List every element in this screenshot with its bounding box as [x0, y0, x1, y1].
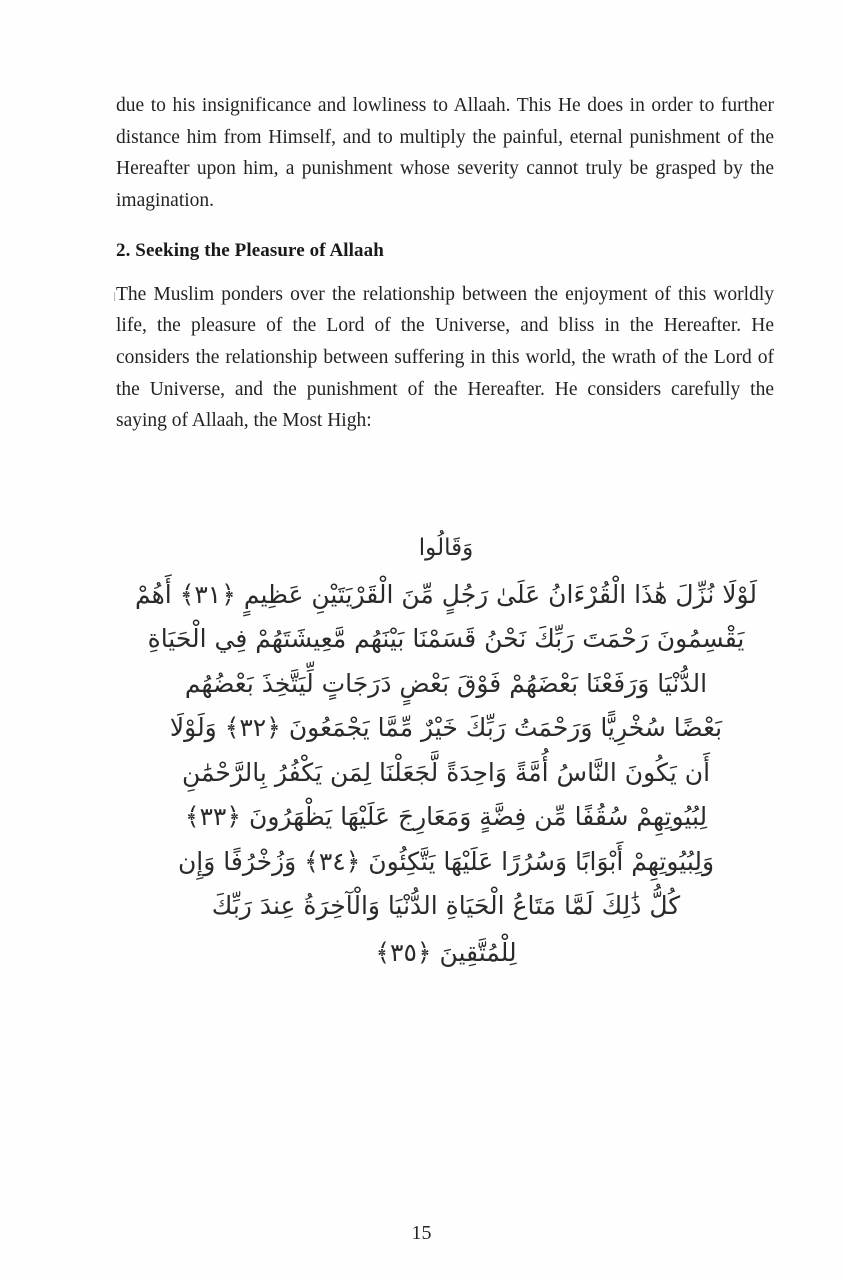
- quran-line: لِبُيُوتِهِمْ سُقُفًا مِّن فِضَّةٍ وَمَعَارِجَ عَلَيْهَا يَظْهَرُونَ ﴿٣٣﴾: [184, 802, 708, 832]
- quran-line: أَن يَكُونَ النَّاسُ أُمَّةً وَاحِدَةً لَّجَعَلْنَا لِمَن يَكْفُرُ بِالرَّحْمَٰنِ: [181, 757, 711, 787]
- quran-line: وَقَالُوا: [418, 535, 474, 561]
- quran-line: لِلْمُتَّقِينَ ﴿٣٥﴾: [375, 937, 517, 967]
- paragraph-continuation: due to his insignificance and lowliness to Allaah. This He does in order to further distance him from Himself, and to multiply the painful, eternal punishment of the Hereafter upon him, a punishment whose severity cannot truly be grasped by the imagination.: [116, 95, 774, 211]
- page-content: [116, 90, 774, 437]
- quran-line: يَقْسِمُونَ رَحْمَتَ رَبِّكَ نَحْنُ قَسَمْنَا بَيْنَهُم مَّعِيشَتَهُمْ فِي الْحَيَاةِ: [147, 624, 745, 654]
- quran-line: كُلُّ ذَٰلِكَ لَمَّا مَتَاعُ الْحَيَاةِ الدُّنْيَا وَالْآخِرَةُ عِندَ رَبِّكَ: [211, 891, 681, 921]
- quran-line: لَوْلَا نُزِّلَ هَٰذَا الْقُرْءَانُ عَلَىٰ رَجُلٍ مِّنَ الْقَرْيَتَيْنِ عَظِيمٍ ﴿٣١﴾ أَهُمْ: [134, 579, 758, 609]
- quran-line: وَلِبُيُوتِهِمْ أَبْوَابًا وَسُرُرًا عَلَيْهَا يَتَّكِئُونَ ﴿٣٤﴾ وَزُخْرُفًا وَإِن: [177, 846, 715, 876]
- quran-line: الدُّنْيَا وَرَفَعْنَا بَعْضَهُمْ فَوْقَ بَعْضٍ دَرَجَاتٍ لِّيَتَّخِذَ بَعْضُهُم: [184, 668, 708, 698]
- quran-line: بَعْضًا سُخْرِيًّا وَرَحْمَتُ رَبِّكَ خَيْرٌ مِّمَّا يَجْمَعُونَ ﴿٣٢﴾ وَلَوْلَا: [169, 713, 723, 743]
- page-number: 15: [411, 1222, 432, 1244]
- paragraph-body: The Muslim ponders over the relationship between the enjoyment of this worldly life, the pleasure of the Lord of the Universe, and bliss in the Hereafter. He considers the relationship between suffering in this world, the wrath of the Lord of the Universe, and the punishment of the Hereafter. He considers carefully the saying of Allaah, the Most High:: [116, 283, 774, 432]
- quran-quote-block: [116, 528, 776, 975]
- page-title: 2. Seeking the Pleasure of Allaah: [116, 240, 384, 262]
- margin-tick-mark: [114, 292, 115, 301]
